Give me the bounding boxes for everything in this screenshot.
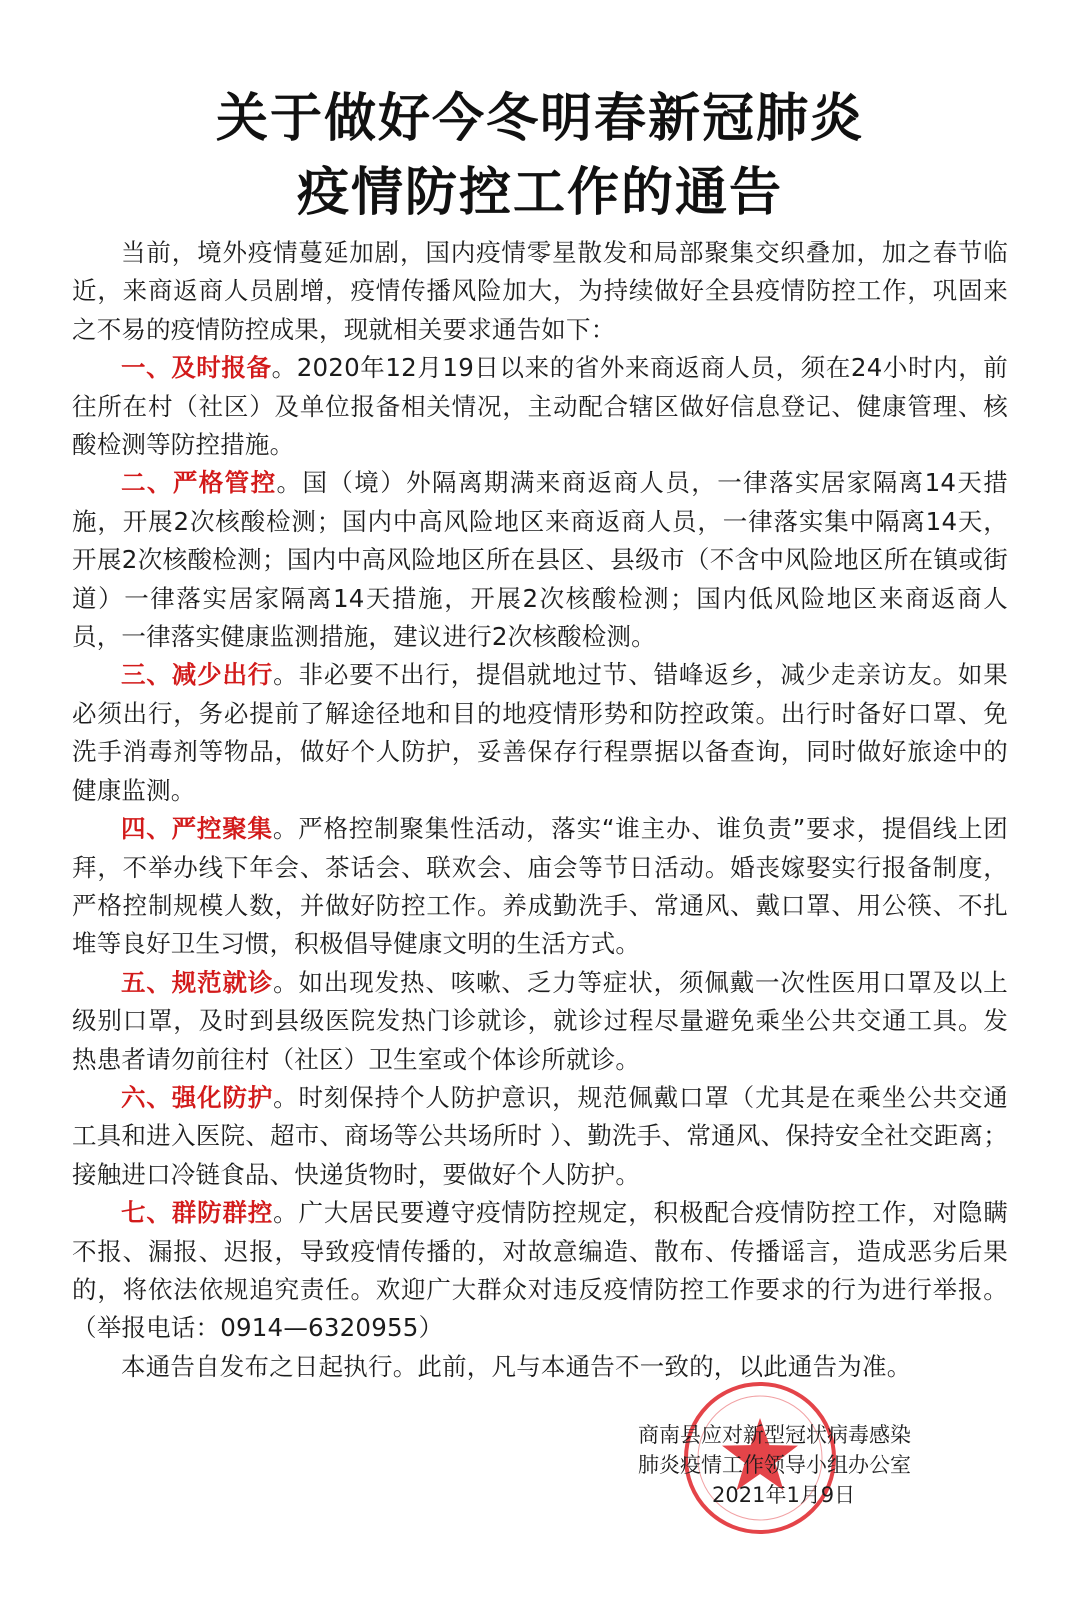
signature-date: 2021年1月9日 <box>712 1483 856 1507</box>
section-paragraph-7 <box>72 1194 1008 1348</box>
section-paragraph-4 <box>72 810 1008 964</box>
signature-org-line-1: 商南县应对新型冠状病毒感染 <box>638 1423 911 1447</box>
title-line-1: 关于做好今冬明春新冠肺炎 <box>215 88 864 149</box>
section-paragraph-2 <box>72 464 1008 656</box>
section-heading-6: 六、强化防护 <box>121 1082 274 1112</box>
section-text-2: 。国（境）外隔离期满来商返商人员，一律落实居家隔离14天措施，开展2次核酸检测；国内中高风险地区来商返商人员，一律落实集中隔离14天，开展2次核酸检测；国内中高风险地区所在县区、县级市（不含中风险地区所在镇或街道）一律落实居家隔离14天措施，开展2次核酸检测；国内低风险地区来商返商人员，一律落实健康监测措施，建议进行2次核酸检测。 <box>72 468 1008 652</box>
closing-paragraph: 本通告自发布之日起执行。此前，凡与本通告不一致的，以此通告为准。 <box>121 1351 912 1381</box>
section-text-1: 。2020年12月19日以来的省外来商返商人员，须在24小时内，前往所在村（社区）及单位报备相关情况，主动配合辖区做好信息登记、健康管理、核酸检测等防控措施。 <box>72 353 1008 460</box>
section-text-3: 。非必要不出行，提倡就地过节、错峰返乡，减少走亲访友。如果必须出行，务必提前了解途径地和目的地疫情形势和防控政策。出行时备好口罩、免洗手消毒剂等物品，做好个人防护，妥善保存行程票据以备查询，同时做好旅途中的健康监测。 <box>72 660 1008 805</box>
section-text-6: 。时刻保持个人防护意识，规范佩戴口罩（尤其是在乘坐公共交通工具和进入医院、超市、商场等公共场所时 ）、勤洗手、常通风、保持安全社交距离；接触进口冷链食品、快递货物时，要做好个人防护。 <box>72 1082 1008 1189</box>
section-paragraph-1 <box>72 349 1008 464</box>
section-paragraph-6 <box>72 1079 1008 1194</box>
section-paragraph-5 <box>72 964 1008 1079</box>
section-text-4: 。严格控制聚集性活动，落实“谁主办、谁负责”要求，提倡线上团拜，不举办线下年会、茶话会、联欢会、庙会等节日活动。婚丧嫁娶实行报备制度，严格控制规模人数，并做好防控工作。养成勤洗手、常通风、戴口罩、用公筷、不扎堆等良好卫生习惯，积极倡导健康文明的生活方式。 <box>72 814 1008 959</box>
section-text-5: 。如出现发热、咳嗽、乏力等症状，须佩戴一次性医用口罩及以上级别口罩，及时到县级医院发热门诊就诊，就诊过程尽量避免乘坐公共交通工具。发热患者请勿前往村（社区）卫生室或个体诊所就诊。 <box>72 967 1008 1074</box>
section-heading-3: 三、减少出行 <box>121 660 274 690</box>
signature-org-line-2: 肺炎疫情工作领导小组办公室 <box>638 1453 911 1477</box>
section-text-7: 。广大居民要遵守疫情防控规定，积极配合疫情防控工作，对隐瞒不报、漏报、迟报，导致疫情传播的，对故意编造、散布、传播谣言，造成恶劣后果的，将依法依规追究责任。欢迎广大群众对违反疫情防控工作要求的行为进行举报。（举报电话：0914—6320955） <box>72 1198 1008 1343</box>
intro-paragraph: 当前，境外疫情蔓延加剧，国内疫情零星散发和局部聚集交织叠加，加之春节临近，来商返商人员剧增，疫情传播风险加大，为持续做好全县疫情防控工作，巩固来之不易的疫情防控成果，现就相关要求通告如下： <box>72 238 1008 344</box>
section-heading-4: 四、严控聚集 <box>121 814 273 844</box>
title-line-2: 疫情防控工作的通告 <box>296 162 783 223</box>
notice-body <box>72 234 1008 1386</box>
section-heading-5: 五、规范就诊 <box>121 967 274 997</box>
section-heading-1: 一、及时报备 <box>121 353 272 383</box>
section-heading-7: 七、群防群控 <box>121 1198 274 1228</box>
section-paragraph-3 <box>72 656 1008 810</box>
section-heading-2: 二、严格管控 <box>121 468 277 498</box>
